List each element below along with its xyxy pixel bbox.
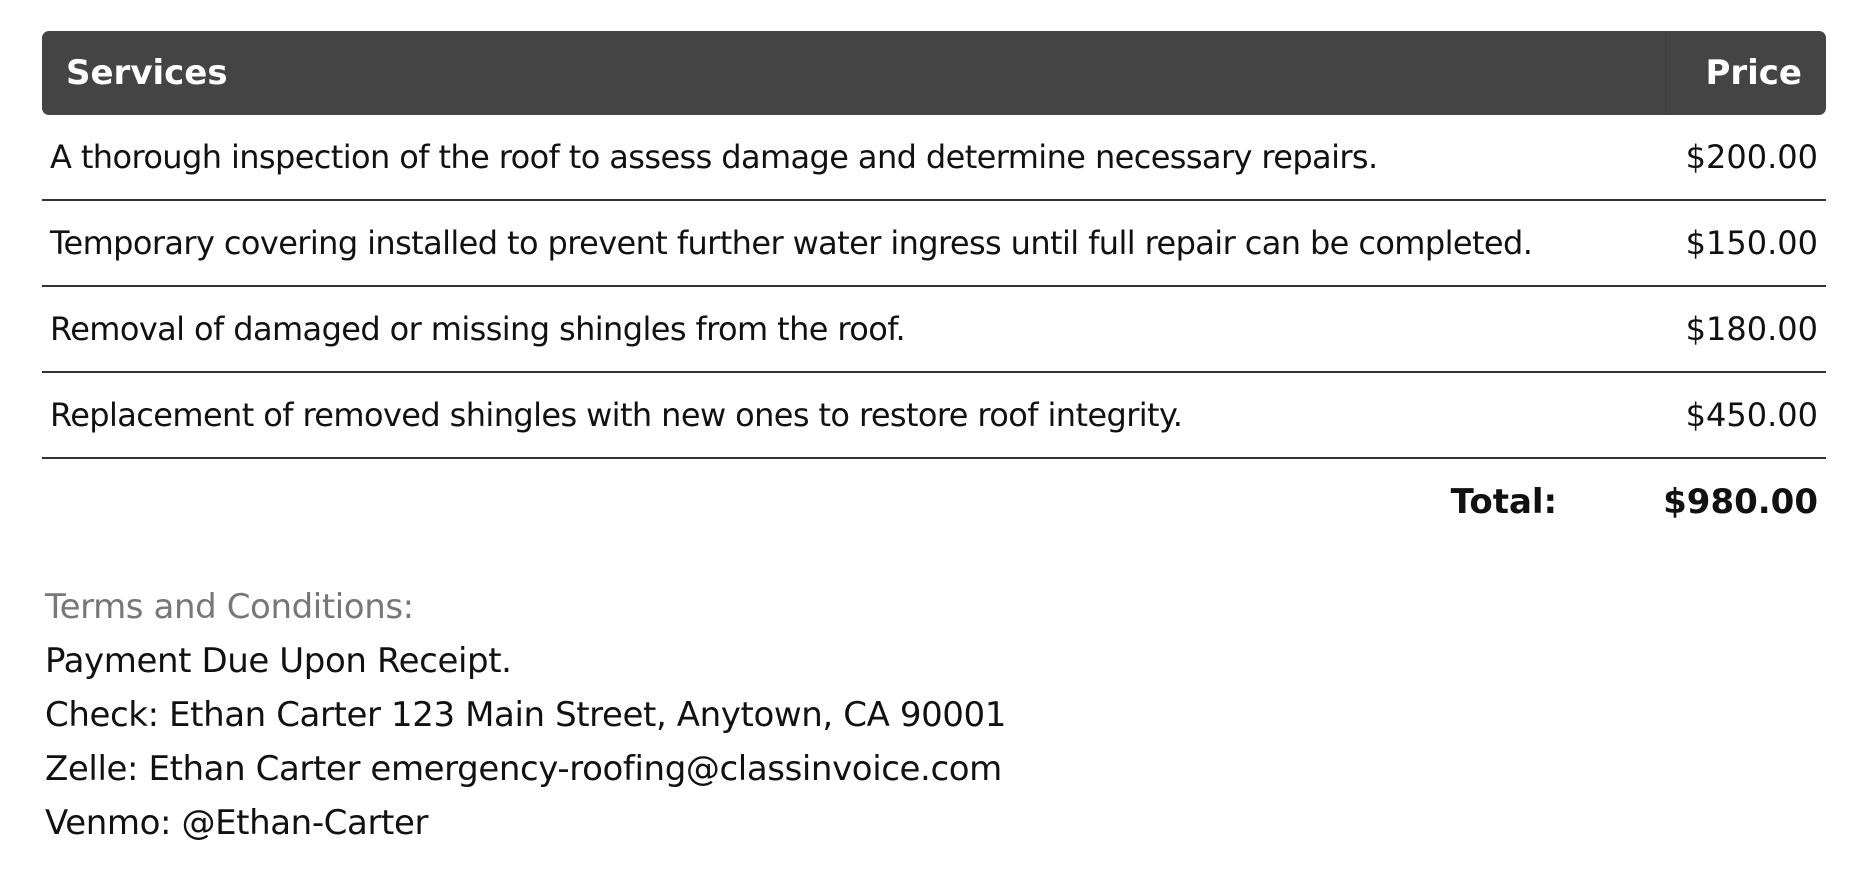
service-description: A thorough inspection of the roof to assess damage and determine necessary repairs. (50, 138, 1378, 176)
total-label: Total: (1450, 482, 1558, 522)
terms-and-conditions (45, 580, 1006, 850)
service-price: $180.00 (1685, 310, 1818, 348)
total-value: $980.00 (1663, 482, 1818, 522)
service-price: $150.00 (1685, 224, 1818, 262)
table-header (42, 31, 1826, 115)
table-row (42, 201, 1826, 287)
service-description: Removal of damaged or missing shingles from the roof. (50, 310, 906, 348)
services-column-header: Services (66, 53, 228, 93)
table-row (42, 287, 1826, 373)
services-table (42, 31, 1826, 545)
total-row (42, 459, 1826, 545)
invoice-services-section (42, 31, 1826, 545)
table-row (42, 373, 1826, 459)
check-payment-line: Check: Ethan Carter 123 Main Street, Anytown, CA 90001 (45, 695, 1006, 735)
service-price: $200.00 (1685, 138, 1818, 176)
terms-heading: Terms and Conditions: (45, 587, 414, 627)
price-column-header: Price (1666, 31, 1826, 115)
venmo-payment-line: Venmo: @Ethan-Carter (45, 803, 429, 843)
service-price: $450.00 (1685, 396, 1818, 434)
table-row (42, 115, 1826, 201)
service-description: Temporary covering installed to prevent further water ingress until full repair can be completed. (50, 224, 1533, 262)
zelle-payment-line: Zelle: Ethan Carter emergency-roofing@classinvoice.com (45, 749, 1002, 789)
payment-terms-line: Payment Due Upon Receipt. (45, 641, 512, 681)
service-description: Replacement of removed shingles with new ones to restore roof integrity. (50, 396, 1183, 434)
